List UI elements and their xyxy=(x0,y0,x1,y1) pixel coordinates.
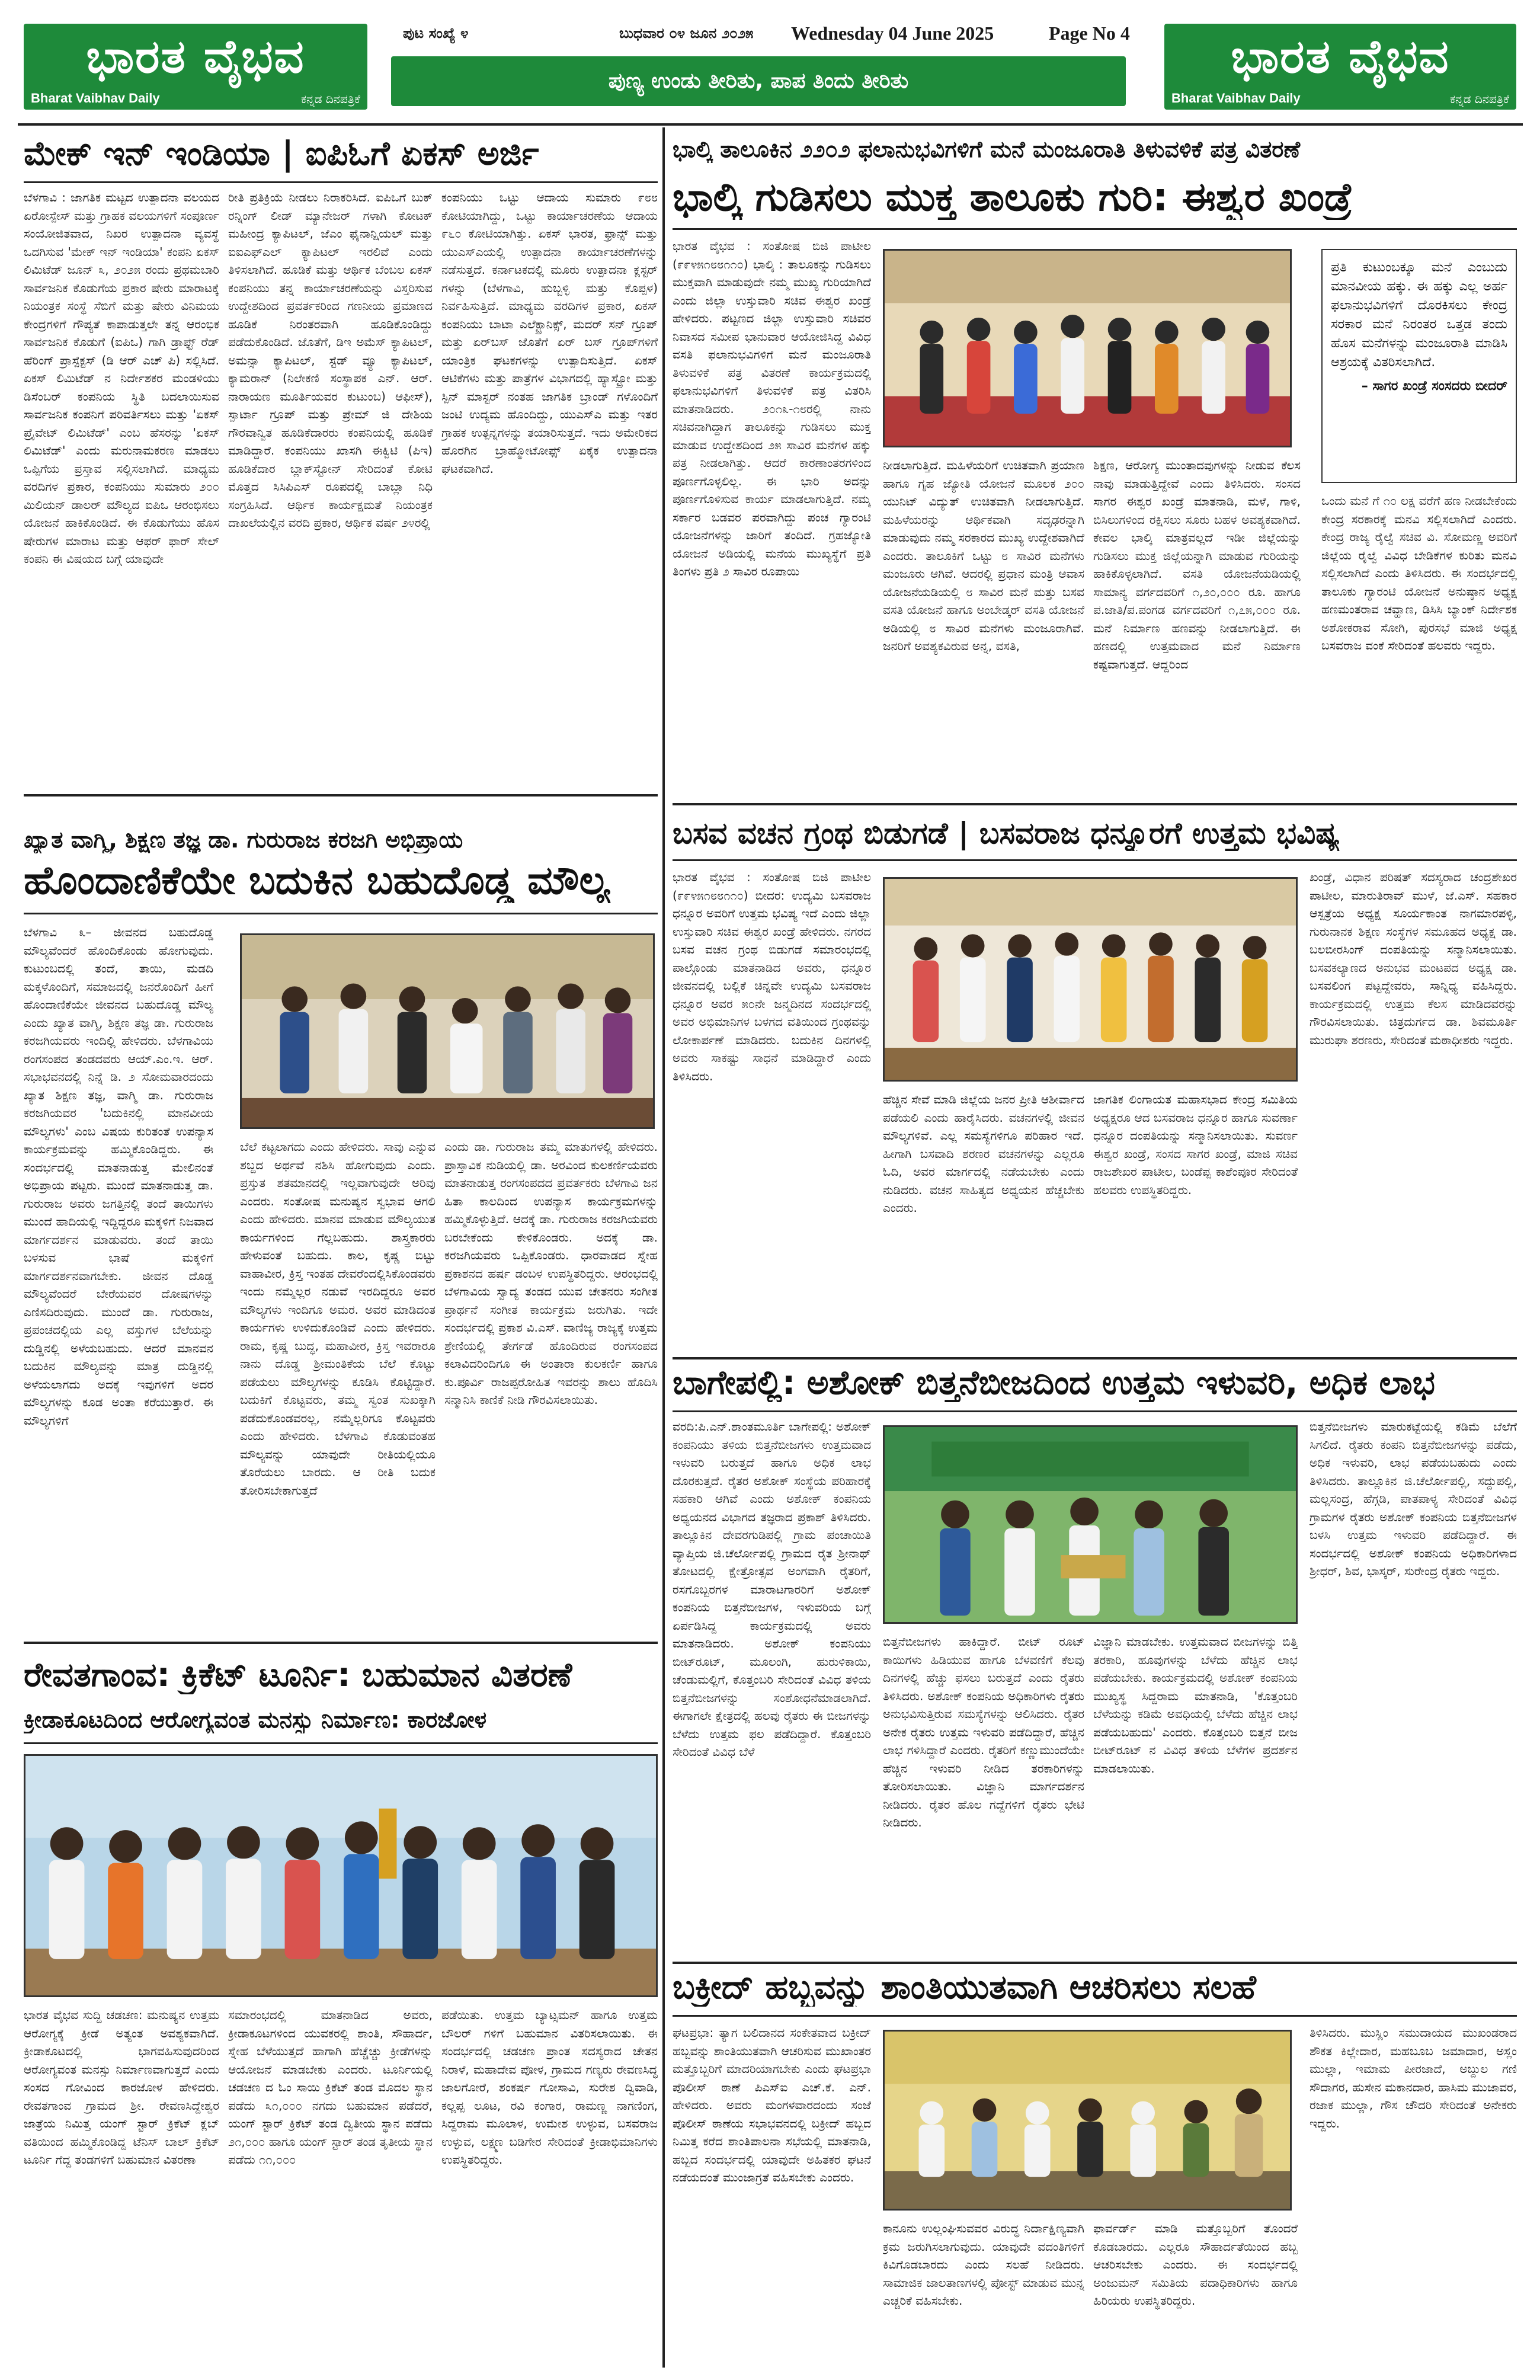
photo-book-release xyxy=(883,877,1298,1082)
masthead-logo-right xyxy=(1164,24,1516,110)
date-kannada: ಬುಧವಾರ ೦೪ ಜೂನ ೨೦೨೫ xyxy=(619,25,754,41)
article-column: ಸಮಾರಂಭದಲ್ಲಿ ಮಾತನಾಡಿದ ಅವರು, ಕ್ರೀಡಾಕೂಟಗಳಿಂದ ಯುವಕರಲ್ಲಿ ಶಾಂತಿ, ಸೌಹಾರ್ದ, ಸ್ನೇಹ ಬೆಳೆಯುತ್ತದೆ ಹಾಗಾಗಿ ಹೆಚ್ಚೆಚ್ಚು ಕ್ರೀಡೆಗಳನ್ನು ಆಯೋಜನೆ ಮಾಡಬೇಕು ಎಂದರು. ಟೂರ್ನಿಯಲ್ಲಿ ಚಡಚಣ ದ ಓಂ ಸಾಯಿ ಕ್ರಿಕೆಟ್ ತಂಡ ಮೊದಲ ಸ್ಥಾನ ಪಡೆದು ೩೧,೦೦೦ ನಗದು ಬಹುಮಾನ ಪಡೆದರೆ, ಯಂಗ್ ಸ್ಟಾರ್ ಕ್ರಿಕೆಟ್ ತಂಡ ದ್ವಿತೀಯ ಸ್ಥಾನ ಪಡೆದು ೨೧,೦೦೦ ಹಾಗೂ ಯಂಗ್ ಸ್ಟಾರ್ ತಂಡ ತೃತೀಯ ಸ್ಥಾನ ಪಡೆದು ೧೧,೦೦೦ xyxy=(228,2008,433,2167)
photo-farmers-field-day xyxy=(883,1425,1298,1624)
article-column: ಭಾರತ ವೈಭವ : ಸಂತೋಷ ಬಿಜಿ ಪಾಟೀಲ (೯೯೪೫೧೮೮೧೧೦) ಬೀದರ: ಉದ್ಯಮಿ ಬಸವರಾಜ ಧನ್ನೂರ ಅವರಿಗೆ ಉತ್ತಮ ಭವಿಷ್ಯ ಇದೆ ಎಂದು ಜಿಲ್ಲಾ ಉಸ್ತುವಾರಿ ಸಚಿವ ಈಶ್ವರ ಖಂಡ್ರೆ ಹೇಳಿದರು. ನಗರದ ಬಸವ ವಚನ ಗ್ರಂಥ ಬಿಡುಗಡೆ ಸಮಾರಂಭದಲ್ಲಿ ಪಾಲ್ಗೊಂಡು ಮಾತನಾಡಿದ ಅವರು, ಧನ್ನೂರ ಜೀವನದಲ್ಲಿ ಬಲ್ಲಿಕೆ ಚಿನ್ನವೇ ಉದ್ಯಮಿ ಬಸವರಾಜ ಧನ್ನೂರ ಅವರ ೫೦ನೇ ಜನ್ಮದಿನದ ಸಂದರ್ಭದಲ್ಲಿ ಅವರ ಅಭಿಮಾನಿಗಳ ಬಳಗದ ವತಿಯಿಂದ ಗ್ರಂಥವನ್ನು ಲೋಕಾರ್ಪಣೆ ಮಾಡಿದರು. ಬದುಕಿನ ದಿನಗಳಲ್ಲಿ ಅವರು ಸಾಕಷ್ಟು ಸಾಧನೆ ಮಾಡಿದ್ದಾರೆ ಎಂದು ತಿಳಿಸಿದರು. xyxy=(673,870,871,1083)
article-column: ಬಿತ್ತನೆಬೀಜಗಳು ಮಾರುಕಟ್ಟೆಯಲ್ಲಿ ಕಡಿಮೆ ಬೆಲೆಗೆ ಸಿಗಲಿದೆ. ರೈತರು ಕಂಪನಿ ಬಿತ್ತನೆಬೀಜಗಳನ್ನು ಪಡೆದು, ಅಧಿಕ ಇಳುವರಿ, ಲಾಭ ಪಡೆಯಬಹುದು ಎಂದು ತಿಳಿಸಿದರು. ತಾಲ್ಲೂಕಿನ ಜಿ.ಚೆರ್ಲೋಪಲ್ಲಿ, ಸದ್ದುಪಲ್ಲಿ, ಮಲ್ಲಸಂದ್ರ, ಹೆಗ್ಗಡಿ, ಪಾತಪಾಳ್ಯ ಸೇರಿದಂತೆ ವಿವಿಧ ಗ್ರಾಮಗಳ ರೈತರು ಅಶೋಕ್ ಕಂಪನಿಯ ಬಿತ್ತನೆಬೀಜಗಳ ಬಳಸಿ ಉತ್ತಮ ಇಳುವರಿ ಪಡೆದಿದ್ದಾರೆ. ಈ ಸಂದರ್ಭದಲ್ಲಿ ಅಶೋಕ್ ಕಂಪನಿಯ ಅಧಿಕಾರಿಗಳಾದ ಶ್ರೀಧರ್, ಶಿವ, ಭಾಸ್ಕರ್, ಸುರೇಂದ್ರ ರೈತರು ಇದ್ದರು. xyxy=(1310,1419,1517,1578)
rule-a5-bottom xyxy=(673,1962,1517,1964)
article-column: ಭಾರತ ವೈಭವ ಸುದ್ದಿ ಚಡಚಣ: ಮನುಷ್ಯನ ಉತ್ತಮ ಆರೋಗ್ಯಕ್ಕೆ ಕ್ರೀಡೆ ಅತ್ಯಂತ ಅವಶ್ಯಕವಾಗಿದೆ. ಕ್ರೀಡಾಕೂಟದಲ್ಲಿ ಭಾಗವಹಿಸುವುದರಿಂದ ಆರೋಗ್ಯವಂತ ಮನಸ್ಸು ನಿರ್ಮಾಣವಾಗುತ್ತದೆ ಎಂದು ಸಂಸದ ಗೋವಿಂದ ಕಾರಜೋಳ ಹೇಳಿದರು. ರೇವತಗಾಂವ ಗ್ರಾಮದ ಶ್ರೀ. ರೇವಣಸಿದ್ದೇಶ್ವರ ಜಾತ್ರೆಯ ನಿಮಿತ್ತ ಯಂಗ್ ಸ್ಟಾರ್ ಕ್ರಿಕೆಟ್ ಕ್ಲಬ್ ವತಿಯಿಂದ ಹಮ್ಮಿಕೊಂಡಿದ್ದ ಟೆನಿಸ್ ಬಾಲ್ ಕ್ರಿಕೆಟ್ ಟೂರ್ನಿ ಗೆದ್ದ ತಂಡಗಳಿಗೆ ಬಹುಮಾನ ವಿತರಣಾ xyxy=(24,2008,219,2167)
article-column: ಬೆಲೆ ಕಟ್ಟಲಾಗದು ಎಂದು ಹೇಳಿದರು. ಸಾವು ಎನ್ನುವ ಶಬ್ದದ ಅರ್ಥವೆ ನಶಿಸಿ ಹೋಗುವುದು ಎಂದು. ಪ್ರಸ್ತುತ ಶತಮಾನದಲ್ಲಿ ಇಲ್ಲವಾಗುವುದೇ ಅರಿವು ಎಂದರು. ಸಂತೋಷ ಮನುಷ್ಯನ ಸ್ವಭಾವ ಆಗಲಿ ಎಂದು ಹೇಳಿದರು. ಮಾನವ ಮಾಡುವ ಮೌಲ್ಯಯುತ ಕಾರ್ಯಗಳಿಂದ ಗೆಲ್ಲಬಹುದು. ಶಾಸ್ತ್ರಕಾರರು ಹೇಳುವಂತೆ ಬಹುದು. ಕಾಲ, ಕೃಷ್ಣ ಬಿಟ್ಟು ವಾಹಾವೀರ, ಕ್ರಿಸ್ತ ಇಂತಹ ದೇವರೆಂದಲ್ಲಿಸಿಕೊಂಡವರು ಇಂದು ನಮ್ಮೆಲ್ಲರ ನಡುವೆ ಇರದಿದ್ದರೂ ಅವರ ಮೌಲ್ಯಗಳು ಇಂದಿಗೂ ಅಮರ. ಅವರ ಮಾಡಿದಂತ ಕಾರ್ಯಗಳು ಉಳಿದುಕೊಂಡಿವೆ ಎಂದು ಹೇಳಿದರು. ರಾಮ, ಕೃಷ್ಣ ಬುದ್ಧ, ಮಹಾವೀರ, ಕ್ರಿಸ್ತ ಇವರಾರೂ ನಾನು ದೊಡ್ಡ ಶ್ರೀಮಂತಿಕೆಯ ಬೆಲೆ ಕೊಟ್ಟು ಪಡೆಯಲು ಮೌಲ್ಯಗಳನ್ನು ಕೂಡಿಸಿ ಕೊಟ್ಟಿದ್ದಾರೆ. ಬದುಕಿಗೆ ಕೊಟ್ಟವರು, ತಮ್ಮ ಸ್ವಂತ ಸುಖಕ್ಕಾಗಿ ಪಡೆದುಕೊಂಡವರಲ್ಲ, ನಮ್ಮೆಲ್ಲರಿಗೂ ಕೊಟ್ಟವರು ಎಂದು ಹೇಳಿದರು. ಬೆಳಗಾವಿ ಕೊಡುವಂತಹ ಮೌಲ್ಯವನ್ನು ಯಾವುದೇ ರೀತಿಯಲ್ಲಿಯೂ ತೊರೆಯಲು ಬಾರದು. ಆ ರೀತಿ ಬದುಕ ತೋರಿಸಬೇಕಾಗುತ್ತದೆ xyxy=(240,1140,436,1498)
logo-title-right: ಭಾರತ ವೈಭವ xyxy=(1231,30,1450,84)
logo-subtitle-kannada-right: ಕನ್ನಡ ದಿನಪತ್ರಿಕೆ xyxy=(1449,92,1509,106)
article-column: ಖಂಡ್ರೆ, ವಿಧಾನ ಪರಿಷತ್ ಸದಸ್ಯರಾದ ಚಂದ್ರಶೇಖರ ಪಾಟೀಲ, ಮಾರುತಿರಾವ್ ಮುಳೆ, ಜೆ.ಎಸ್. ಸಹಕಾರ ಆಸ್ಪತ್ರೆಯ ಅಧ್ಯಕ್ಷ ಸೂರ್ಯಕಾಂತ ನಾಗಮಾರಪಳ್ಳಿ, ಗುರುನಾನಕ ಶಿಕ್ಷಣ ಸಂಸ್ಥೆಗಳ ಸಮೂಹದ ಅಧ್ಯಕ್ಷ ಡಾ. ಬಲಬೀರಸಿಂಗ್ ದಂಪತಿಯನ್ನು ಸನ್ಮಾನಿಸಲಾಯಿತು. ಬಸವಕಲ್ಯಾಣದ ಅನುಭವ ಮಂಟಪದ ಅಧ್ಯಕ್ಷ ಡಾ. ಬಸವಲಿಂಗ ಪಟ್ಟದ್ದೇವರು, ಸಾನ್ನಿಧ್ಯ ವಹಿಸಿದ್ದರು. ಕಾರ್ಯಕ್ರಮದಲ್ಲಿ ಉತ್ತಮ ಕೆಲಸ ಮಾಡಿದವರನ್ನು ಗೌರವಿಸಲಾಯಿತು. ಚಿತ್ರದುರ್ಗದ ಡಾ. ಶಿವಮೂರ್ತಿ ಮುರುಘಾ ಶರಣರು, ಸೇರಿದಂತೆ ಮಠಾಧೀಶರು ಇದ್ದರು. xyxy=(1310,870,1517,1047)
date-english: Wednesday 04 June 2025 xyxy=(791,23,994,44)
field-day-photo-icon xyxy=(885,1427,1296,1622)
article-column: ಭಾರತ ವೈಭವ : ಸಂತೋಷ ಬಿಜಿ ಪಾಟೀಲ (೯೯೪೫೧೮೮೧೧೦) ಭಾಲ್ಕಿ : ತಾಲೂಕನ್ನು ಗುಡಿಸಲು ಮುಕ್ತವಾಗಿ ಮಾಡುವುದೇ ನಮ್ಮ ಮುಖ್ಯ ಗುರಿಯಾಗಿದೆ ಎಂದು ಜಿಲ್ಲಾ ಉಸ್ತುವಾರಿ ಸಚಿವ ಈಶ್ವರ ಖಂಡ್ರೆ ಹೇಳಿದರು. ಪಟ್ಟಣದ ಜಿಲ್ಲಾ ಉಸ್ತುವಾರಿ ಸಚಿವರ ನಿವಾಸದ ಸಮೀಪ ಭಾನುವಾರ ಆಯೋಜಿಸಿದ್ದ ವಿವಿಧ ವಸತಿ ಫಲಾನುಭವಿಗಳಿಗೆ ಮನೆ ಮಂಜೂರಾತಿ ತಿಳುವಳಿಕೆ ಪತ್ರ ವಿತರಣೆ ಕಾರ್ಯಕ್ರಮದಲ್ಲಿ ಫಲಾನುಭವಿಗಳಿಗೆ ತಿಳುವಳಿಕೆ ಪತ್ರ ವಿತರಿಸಿ ಮಾತನಾಡಿದರು. ೨೦೧೩-೧೮ರಲ್ಲಿ ನಾನು ಸಚಿವನಾಗಿದ್ದಾಗ ತಾಲೂಕನ್ನು ಗುಡಿಸಲು ಮುಕ್ತ ಮಾಡುವ ಉದ್ದೇಶದಿಂದ ೨೫ ಸಾವಿರ ಮನೆಗಳ ಹಕ್ಕು ಪತ್ರ ನೀಡಲಾಗಿತ್ತು. ಆದರೆ ಕಾರಣಾಂತರಗಳಿಂದ ಪೂರ್ಣಗೊಳ್ಳಲಿಲ್ಲ. ಈ ಭಾರಿ ಅದನ್ನು ಪೂರ್ಣಗೊಳಿಸುವ ಕಾರ್ಯ ಮಾಡಲಾಗುತ್ತಿದೆ. ನಮ್ಮ ಸರ್ಕಾರ ಬಡವರ ಪರವಾಗಿದ್ದು ಪಂಚ ಗ್ಯಾರಂಟಿ ಯೋಜನೆಗಳನ್ನು ಜಾರಿಗೆ ತಂದಿದೆ. ಗ್ರಹಜ್ಯೋತಿ ಯೋಜನೆ ಅಡಿಯಲ್ಲಿ ಮನೆಯ ಮುಖ್ಯಸ್ಥೆಗೆ ಪ್ರತಿ ತಿಂಗಳು ಪ್ರತಿ ೨ ಸಾವಿರ ರೂಪಾಯಿ xyxy=(673,239,871,578)
masthead-logo-left xyxy=(24,24,367,110)
kicker-bhalki: ಭಾಲ್ಕಿ ತಾಲೂಕಿನ ೨೨೦೨ ಫಲಾನುಭವಿಗಳಿಗೆ ಮನೆ ಮಂಜೂರಾತಿ ತಿಳುವಳಿಕೆ ಪತ್ರ ವಿತರಣೆ xyxy=(673,136,1301,162)
rule-a6 xyxy=(24,1742,658,1744)
page-number-english: Page No 4 xyxy=(1049,23,1130,44)
rule-a4 xyxy=(673,859,1517,861)
meeting-photo-icon xyxy=(885,2032,1290,2209)
article-column: ಶಿಕ್ಷಣ, ಆರೋಗ್ಯ ಮುಂತಾದವುಗಳನ್ನು ನೀಡುವ ಕೆಲಸ ನಾವು ಮಾಡುತ್ತಿದ್ದೇವೆ ಎಂದು ತಿಳಿಸಿದರು. ಸಂಸದ ಸಾಗರ ಈಶ್ವರ ಖಂಡ್ರೆ ಮಾತನಾಡಿ, ಮಳೆ, ಗಾಳಿ, ಬಿಸಿಲುಗಳಿಂದ ರಕ್ಷಿಸಲು ಸೂರು ಬಹಳ ಅವಶ್ಯಕವಾಗಿದೆ. ಕೇವಲ ಭಾಲ್ಕಿ ಮಾತ್ರವಲ್ಲದೆ ಇಡೀ ಜಿಲ್ಲೆಯನ್ನು ಗುಡಿಸಲು ಮುಕ್ತ ಜಿಲ್ಲೆಯನ್ನಾಗಿ ಮಾಡುವ ಗುರಿಯನ್ನು ಹಾಕಿಕೊಳ್ಳಲಾಗಿದೆ. ವಸತಿ ಯೋಜನೆಯಡಿಯಲ್ಲಿ ಸಾಮಾನ್ಯ ವರ್ಗದವರಿಗೆ ೧,೨೦,೦೦೦ ರೂ. ಹಾಗೂ ಪ.ಜಾತಿ/ಪ.ಪಂಗಡ ವರ್ಗದವರಿಗೆ ೧,೭೫,೦೦೦ ರೂ. ಮನೆ ನಿರ್ಮಾಣ ಹಣವನ್ನು ನೀಡಲಾಗುತ್ತಿದೆ. ಈ ಹಣದಲ್ಲಿ ಉತ್ತಮವಾದ ಮನೆ ನಿರ್ಮಾಣ ಕಷ್ಟವಾಗುತ್ತದೆ. ಆದ್ದರಿಂದ xyxy=(1093,458,1301,671)
article-column: ಬೆಳಗಾವಿ ೩– ಜೀವನದ ಬಹುದೊಡ್ಡ ಮೌಲ್ಯವೆಂದರೆ ಹೊಂದಿಕೊಂಡು ಹೋಗುವುದು. ಕುಟುಂಬದಲ್ಲಿ ತಂದೆ, ತಾಯಿ, ಮಡದಿ ಮಕ್ಕಳೊಂದಿಗೆ, ಸಮಾಜದಲ್ಲಿ ಜನರೊಂದಿಗೆ ಹೀಗೆ ಹೊಂದಾಣಿಕೆಯೇ ಜೀವನದ ಬಹುದೊಡ್ಡ ಮೌಲ್ಯ ಎಂದು ಖ್ಯಾತ ವಾಗ್ಮಿ, ಶಿಕ್ಷಣ ತಜ್ಞ ಡಾ. ಗುರುರಾಜ ಕರಜಗಿಯವರು ಇಂದಿಲ್ಲಿ ಹೇಳಿದರು. ಬೆಳಗಾವಿಯ ರಂಗಸಂಪದ ತಂಡದವರು ಆಯ್.ಎಂ.ಇ. ಆರ್. ಸಭಾಭವನದಲ್ಲಿ ನಿನ್ನೆ ಡಿ. ೨ ಸೋಮವಾರದಂದು ಖ್ಯಾತ ಶಿಕ್ಷಣ ತಜ್ಞ, ವಾಗ್ಮಿ ಡಾ. ಗುರುರಾಜ ಕರಜಗಿಯವರ 'ಬದುಕಿನಲ್ಲಿ ಮಾನವೀಯ ಮೌಲ್ಯಗಳು' ಎಂಬ ವಿಷಯ ಕುರಿತಂತೆ ಉಪನ್ಯಾಸ ಕಾರ್ಯಕ್ರಮವನ್ನು ಹಮ್ಮಿಕೊಂಡಿದ್ದರು. ಈ ಸಂದರ್ಭದಲ್ಲಿ ಮಾತನಾಡುತ್ತ ಮೇಲಿನಂತೆ ಅಭಿಪ್ರಾಯ ಪಟ್ಟರು. ಮುಂದೆ ಮಾತನಾಡುತ್ತ ಡಾ. ಗುರುರಾಜ ಅವರು ಜಗತ್ತಿನಲ್ಲಿ ತಂದೆ ತಾಯಿಗಳು ಮುಂದೆ ಹಾದಿಯಲ್ಲಿ ಇದ್ದಿದ್ದರೂ ಮಕ್ಕಳಿಗೆ ನಿಜವಾದ ಮಾರ್ಗದರ್ಶನ ಮಾಡುವರು. ತಂದೆ ತಾಯಿ ಬಳಸುವ ಭಾಷೆ ಮಕ್ಕಳಿಗೆ ಮಾರ್ಗದರ್ಶನವಾಗಬೇಕು. ಜೀವನ ದೊಡ್ಡ ಮೌಲ್ಯವೆಂದರೆ ಬೇರೆಯವರ ದೋಷಗಳನ್ನು ಎಣಿಸದಿರುವುದು. ಮುಂದೆ ಡಾ. ಗುರುರಾಜ, ಪ್ರಪಂಚದಲ್ಲಿಯ ಎಲ್ಲ ವಸ್ತುಗಳ ಬೆಲೆಯನ್ನು ದುಡ್ಡಿನಲ್ಲಿ ಅಳೆಯಬಹುದು. ಆದರೆ ಮಾನವನ ಬದುಕಿನ ಮೌಲ್ಯವನ್ನು ಮಾತ್ರ ದುಡ್ಡಿನಲ್ಲಿ ಅಳೆಯಲಾಗದು ಅದಕ್ಕೆ ಇವುಗಳಿಗೆ ಅದರ ಮೌಲ್ಯಗಳನ್ನು ಕೂಡ ಅಂತಾ ಕರೆಯುತ್ತಾರೆ. ಈ ಮೌಲ್ಯಗಳಿಗೆ xyxy=(24,925,213,1428)
page-column-divider xyxy=(662,127,665,2368)
headline-revatagaon-cricket: ರೇವತಗಾಂವ: ಕ್ರಿಕೆಟ್ ಟೂರ್ನಿ: ಬಹುಮಾನ ವಿತರಣೆ xyxy=(24,1656,572,1694)
rule-a1-bottom xyxy=(24,794,658,796)
photo-cricket-prize-distribution xyxy=(24,1754,658,1997)
rule-a4-bottom xyxy=(673,1357,1517,1359)
photo-peace-meeting xyxy=(883,2030,1292,2211)
article-column: ಒಂದು ಮನೆ ಗೆ ೧೦ ಲಕ್ಷ ವರೆಗೆ ಹಣ ನೀಡಬೇಕೆಂದು ಕೇಂದ್ರ ಸರಕಾರಕ್ಕೆ ಮನವಿ ಸಲ್ಲಿಸಲಾಗಿದೆ ಎಂದರು. ಕೇಂದ್ರ ರಾಜ್ಯ ರೈಲ್ವೆ ಸಚಿವ ವಿ. ಸೋಮಣ್ಣ ಅವರಿಗೆ ಜಿಲ್ಲೆಯ ರೈಲ್ವೆ ವಿವಿಧ ಬೇಡಿಕೆಗಳ ಕುರಿತು ಮನವಿ ಸಲ್ಲಿಸಲಾಗಿದೆ ಎಂದು ತಿಳಿಸಿದರು. ಈ ಸಂದರ್ಭದಲ್ಲಿ ತಾಲೂಕು ಗ್ಯಾರಂಟಿ ಯೋಜನೆ ಅನುಷ್ಠಾನ ಅಧ್ಯಕ್ಷ ಹಣಮಂತರಾವ ಚವ್ಹಾಣ, ಡಿಸಿಸಿ ಬ್ಯಾಂಕ್ ನಿರ್ದೇಶಕ ಅಶೋಕರಾವ ಸೋಗಿ, ಪುರಸಭೆ ಮಾಜಿ ಅಧ್ಯಕ್ಷ ಬಸವರಾಜ ವಂಕೆ ಸೇರಿದಂತೆ ಹಲವರು ಇದ್ದರು. xyxy=(1321,494,1517,652)
article-column: ಬಿತ್ತನೆಬೀಜಗಳು ಹಾಕಿದ್ದಾರೆ. ಬೀಟ್ ರೂಟ್ ಕಾಯಿಗಳು ಹಿಡಿಯುವ ಹಾಗೂ ಬೆಳವಣಿಗೆ ಕೆಲವು ದಿನಗಳಲ್ಲಿ ಹೆಚ್ಚು ಫಸಲು ಬರುತ್ತದೆ ಎಂದು ರೈತರು ತಿಳಿಸಿದರು. ಅಶೋಕ್ ಕಂಪನಿಯ ಅಧಿಕಾರಿಗಳು ರೈತರು ಅನುಭವಿಸುತ್ತಿರುವ ಸಮಸ್ಯೆಗಳನ್ನು ಆಲಿಸಿದರು. ರೈತರ ಅನೇಕ ರೈತರು ಉತ್ತಮ ಇಳುವರಿ ಪಡೆದಿದ್ದಾರೆ, ಹೆಚ್ಚಿನ ಲಾಭ ಗಳಿಸಿದ್ದಾರೆ ಎಂದರು. ರೈತರಿಗೆ ಕಣ್ಣುಮುಂದೆಯೇ ಹೆಚ್ಚಿನ ಇಳುವರಿ ನೀಡಿದ ತರಕಾರಿಗಳನ್ನು ತೋರಿಸಲಾಯಿತು. ವಿಜ್ಞಾನಿ ಮಾರ್ಗದರ್ಶನ ನೀಡಿದರು. ರೈತರ ಹೊಲ ಗದ್ದೆಗಳಿಗೆ ರೈತರು ಭೇಟಿ ನೀಡಿದರು. xyxy=(883,1634,1084,1829)
pull-quote-author: – ಸಾಗರ ಖಂಡ್ರೆ ಸಂಸದರು ಬೀದರ್ xyxy=(1361,379,1507,394)
rule-a3 xyxy=(24,913,658,914)
rule-a5 xyxy=(673,1410,1517,1412)
article-column: ಎಂದು ಡಾ. ಗುರುರಾಜ ತಮ್ಮ ಮಾತುಗಳಲ್ಲಿ ಹೇಳಿದರು. ಪ್ರಾಸ್ತಾವಿಕ ನುಡಿಯಲ್ಲಿ ಡಾ. ಅರವಿಂದ ಕುಲಕರ್ಣಿಯವರು ಮಾತನಾಡುತ್ತ ರಂಗಸಂಪದದ ಪ್ರವರ್ತಕರು ಬೆಳಗಾವಿ ಜನ ಹಿತಾ ಕಾಲದಿಂದ ಉಪನ್ಯಾಸ ಕಾರ್ಯಕ್ರಮಗಳನ್ನು ಹಮ್ಮಿಕೊಳ್ಳುತ್ತಿದೆ. ಆದಕ್ಕೆ ಡಾ. ಗುರುರಾಜ ಕರಜಗಿಯವರು ಬರಬೇಕೆಂದು ಕೇಳಿಕೊಂಡರು. ಅದಕ್ಕೆ ಡಾ. ಕರಜಗಿಯವರು ಒಪ್ಪಿಕೊಂಡರು. ಧಾರವಾಡದ ಸ್ನೇಹ ಪ್ರಕಾಶನದ ಹರ್ಷ ಡಂಬಳ ಉಪಸ್ಥಿತರಿದ್ದರು. ಆರಂಭದಲ್ಲಿ ಬೆಳಗಾವಿಯ ಸ್ವಾದ್ಯ ತಂಡದ ಯುವ ಚೇತನರು ಸಂಗೀತ ಪ್ರಾರ್ಥನೆ ಸಂಗೀತ ಕಾರ್ಯಕ್ರಮ ಜರುಗಿತು. ಇದೇ ಸಂದರ್ಭದಲ್ಲಿ ಪ್ರಕಾಶ ವಿ.ಎಸ್. ವಾಣಿಜ್ಯ ರಾಜ್ಯಕ್ಕೆ ಉತ್ತಮ ಶ್ರೇಣಿಯಲ್ಲಿ ತೇರ್ಗಡೆ ಹೊಂದಿರುವ ರಂಗಸಂಪದ ಕಲಾವಿದರಿಂದಿಗೂ ಈ ಅಂತಾರಾ ಕುಲಕರ್ಣಿ ಹಾಗೂ ಕು.ಪೂರ್ವಿ ರಾಜಪ್ಪರೋಹಿತ ಇವರನ್ನು ಶಾಲು ಹೊದಿಸಿ ಸನ್ಮಾನಿಸಿ ಕಾಣಿಕೆ ನೀಡಿ ಗೌರವಿಸಲಾಯಿತು. xyxy=(444,1140,658,1407)
logo-subtitle-kannada: ಕನ್ನಡ ದಿನಪತ್ರಿಕೆ xyxy=(300,92,360,106)
kicker-karajagi: ಖ್ಯಾತ ವಾಗ್ಮಿ, ಶಿಕ್ಷಣ ತಜ್ಞ ಡಾ. ಗುರುರಾಜ ಕರಜಗಿ ಅಭಿಪ್ರಾಯ xyxy=(24,827,463,853)
photo-house-certificate-distribution xyxy=(883,249,1292,447)
article-column: ನೀಡಲಾಗುತ್ತಿದೆ. ಮಹಿಳೆಯರಿಗೆ ಉಚಿತವಾಗಿ ಪ್ರಯಾಣ ಹಾಗೂ ಗೃಹ ಜ್ಯೋತಿ ಯೋಜನೆ ಮೂಲಕ ೨೦೦ ಯುನಿಟ್ ವಿದ್ಯುತ್ ಉಚಿತವಾಗಿ ನೀಡಲಾಗುತ್ತಿದೆ. ಮಹಿಳೆಯರನ್ನು ಆರ್ಥಿಕವಾಗಿ ಸದೃಢರನ್ನಾಗಿ ಮಾಡುವುದು ನಮ್ಮ ಸರಕಾರದ ಮುಖ್ಯ ಉದ್ದೇಶವಾಗಿದೆ ಎಂದರು. ತಾಲೂಕಿಗೆ ಒಟ್ಟು ೮ ಸಾವಿರ ಮನೆಗಳು ಮಂಜೂರು ಆಗಿವೆ. ಆದರಲ್ಲಿ ಪ್ರಧಾನ ಮಂತ್ರಿ ಆವಾಸ ಯೋಜನೆಯಡಿಯಲ್ಲಿ ೮ ಸಾವಿರ ಮನೆ ಮತ್ತು ಬಸವ ವಸತಿ ಯೋಜನೆ ಹಾಗೂ ಅಂಬೇಡ್ಕರ್ ವಸತಿ ಯೋಜನೆ ಅಡಿಯಲ್ಲಿ ೮ ಸಾವಿರ ಮನೆಗಳು ಮಂಜೂರಾಗಿವೆ. ಜನರಿಗೆ ಅವಶ್ಯಕವಿರುವ ಅನ್ನ, ವಸತಿ, xyxy=(883,458,1084,653)
cricket-photo-icon xyxy=(25,1756,656,1995)
book-release-photo-icon xyxy=(885,879,1296,1080)
rule-a3-bottom xyxy=(24,1642,658,1644)
article-column: ಜಾಗತಿಕ ಲಿಂಗಾಯತ ಮಹಾಸಭಾದ ಕೇಂದ್ರ ಸಮಿತಿಯ ಅಧ್ಯಕ್ಷರೂ ಆದ ಬಸವರಾಜ ಧನ್ನೂರ ಹಾಗೂ ಸುವರ್ಣಾ ಧನ್ನೂರ ದಂಪತಿಯನ್ನು ಸನ್ಮಾನಿಸಲಾಯಿತು. ಸುವರ್ಣ ಈಶ್ವರ ಖಂಡ್ರೆ, ಸಂಸದ ಸಾಗರ ಖಂಡ್ರೆ, ಮಾಜಿ ಸಚಿವ ರಾಜಶೇಖರ ಪಾಟೀಲ, ಬಂಡೆಪ್ಪ ಕಾಶೆಂಪೂರ ಸೇರಿದಂತೆ ಹಲವರು ಉಪಸ್ಥಿತರಿದ್ದರು. xyxy=(1093,1092,1298,1197)
subheadline-karajola: ಕ್ರೀಡಾಕೂಟದಿಂದ ಆರೋಗ್ಯವಂತ ಮನಸ್ಸು ನಿರ್ಮಾಣ: ಕಾರಜೋಳ xyxy=(24,1707,487,1733)
headline-basava-vachana: ಬಸವ ವಚನ ಗ್ರಂಥ ಬಿಡುಗಡೆ | ಬಸವರಾಜ ಧನ್ನೂರಗೆ ಉತ್ತಮ ಭವಿಷ್ಯ xyxy=(673,817,1340,850)
pull-quote-box xyxy=(1321,249,1517,483)
article-column: ತಿಳಿಸಿದರು. ಮುಸ್ಲಿಂ ಸಮುದಾಯದ ಮುಖಂಡರಾದ ಶೌಕತ ಕಿಲ್ಲೇದಾರ, ಮಹಬೂಬ ಜಮಾದಾರ, ಅಸ್ಲಂ ಮುಲ್ಲಾ, ಇಮಾಮ ಪೀರಜಾದೆ, ಅಬ್ದುಲ ಗಣಿ ಸೌದಾಗರ, ಹುಸೇನ ಮಕಾನದಾರ, ಹಾಸಿಮ ಮುಜಾವರ, ರಜಾಕ ಮುಲ್ಲಾ, ಗೌಸ ಚೌದರಿ ಸೇರಿದಂತೆ ಅನೇಕರು ಇದ್ದರು. xyxy=(1310,2026,1517,2131)
logo-subtitle-english-right: Bharat Vaibhav Daily xyxy=(1171,91,1301,105)
photo-karajagi-lecture xyxy=(240,933,655,1129)
headline-make-in-india: ಮೇಕ್ ಇನ್ ಇಂಡಿಯಾ | ಐಪಿಓಗೆ ಏಕಸ್ ಅರ್ಜಿ xyxy=(24,135,539,173)
event-photo-icon xyxy=(885,251,1290,446)
masthead-divider xyxy=(18,123,1523,126)
headline-bagepalli: ಬಾಗೇಪಲ್ಲಿ: ಅಶೋಕ್ ಬಿತ್ತನೆಬೀಜದಿಂದ ಉತ್ತಮ ಇಳುವರಿ, ಅಧಿಕ ಲಾಭ xyxy=(673,1364,1435,1402)
article-column: ರೀತಿ ಪ್ರತಿಕ್ರಿಯೆ ನೀಡಲು ನಿರಾಕರಿಸಿದೆ. ಐಪಿಒಗೆ ಬುಕ್ ರನ್ನಿಂಗ್ ಲೀಡ್ ಮ್ಯಾನೇಜರ್ ಗಳಾಗಿ ಕೋಟಕ್ ಮಹೀಂದ್ರ ಕ್ಯಾಪಿಟಲ್, ಜೆಎಂ ಫೈನಾನ್ಷಿಯಲ್ ಮತ್ತು ಐಐಎಫ್ಎಲ್ ಕ್ಯಾಪಿಟಲ್ ಇರಲಿವೆ ಎಂದು ತಿಳಿಸಲಾಗಿದೆ. ಹೂಡಿಕೆ ಮತ್ತು ಆರ್ಥಿಕ ಬೆಂಬಲ ಏಕಸ್ ಕಂಪನಿಯು ತನ್ನ ಕಾರ್ಯಾಚರಣೆಯನ್ನು ವಿಸ್ತರಿಸುವ ಉದ್ದೇಶದಿಂದ ಪ್ರವರ್ತಕರಿಂದ ಗಣನೀಯ ಪ್ರಮಾಣದ ಹೂಡಿಕೆ ನಿರಂತರವಾಗಿ ಹೂಡಿಕೊಂಡಿದ್ದು ಪಡೆದುಕೊಂಡಿದೆ. ಜೊತೆಗೆ, ಡಿಇ ಅಮೆಸ್ ಕ್ಯಾಪಿಟಲ್, ಅಮನ್ಸಾ ಕ್ಯಾಪಿಟಲ್, ಸ್ಟೆಡ್ ವ್ಯೂ ಕ್ಯಾಪಿಟಲ್, ಕ್ಯಾಮರಾನ್ (ನಿಲೇಕಣಿ ಸಂಸ್ಥಾಪಕ ಎನ್. ಆರ್. ನಾರಾಯಣ ಮೂರ್ತಿಯವರ ಕುಟುಂಬ) ಆಫೀಸ್), ಸ್ಪಾರ್ಟಾ ಗ್ರೂಪ್ ಮತ್ತು ಪ್ರೇಮ್ ಜಿ ದೇಶಿಯ ಗೌರವಾನ್ವಿತ ಹೂಡಿಕೆದಾರರು ಕಂಪನಿಯಲ್ಲಿ ಹೂಡಿಕೆ ಮಾಡಿದ್ದಾರೆ. ಕಂಪನಿಯು ಖಾಸಗಿ ಈಕ್ವಿಟಿ (ಪಿಇ) ಹೂಡಿಕೆದಾರ ಬ್ಲಾಕ್‌ಸ್ಟೋನ್ ಸೇರಿದಂತೆ ಕೋಟಿ ಮೊತ್ತದ ಸಿಸಿಪಿಎಸ್ ರೂಪದಲ್ಲಿ ಬಾಬ್ಲಾ ನಿಧಿ ಸಂಗ್ರಹಿಸಿದೆ. ಆರ್ಥಿಕ ಕಾರ್ಯಕ್ಷಮತೆ ನಿಯಂತ್ರಕ ದಾಖಲೆಯಲ್ಲಿನ ವರದಿ ಪ್ರಕಾರ, ಆರ್ಥಿಕ ವರ್ಷ ೨೪ರಲ್ಲಿ xyxy=(228,190,433,530)
logo-title: ಭಾರತ ವೈಭವ xyxy=(86,30,305,84)
article-column: ಫಾರ್ವರ್ಡ್ ಮಾಡಿ ಮತ್ತೊಬ್ಬರಿಗೆ ತೊಂದರೆ ಕೊಡಬಾರದು. ಎಲ್ಲರೂ ಸೌಹಾರ್ದತೆಯಿಂದ ಹಬ್ಬ ಆಚರಿಸಬೇಕು ಎಂದರು. ಈ ಸಂದರ್ಭದಲ್ಲಿ ಅಂಜುಮನ್ ಸಮಿತಿಯ ಪದಾಧಿಕಾರಿಗಳು ಹಾಗೂ ಹಿರಿಯರು ಉಪಸ್ಥಿತರಿದ್ದರು. xyxy=(1093,2221,1298,2308)
page-number-kannada: ಪುಟ ಸಂಖ್ಯೆ ೪ xyxy=(403,25,469,41)
article-column: ವರದಿ:ಪಿ.ಎನ್.ಶಾಂತಮೂರ್ತಿ ಬಾಗೇಪಲ್ಲಿ: ಅಶೋಕ್ ಕಂಪನಿಯು ತಳಿಯ ಬಿತ್ತನೆಬೀಜಗಳು ಉತ್ತಮವಾದ ಇಳುವರಿ ಬರುತ್ತದೆ ಹಾಗೂ ಅಧಿಕ ಲಾಭ ದೊರಕುತ್ತದೆ. ರೈತರ ಅಶೋಕ್ ಸಂಸ್ಥೆಯ ಪರಿಹಾರಕ್ಕೆ ಸಹಕಾರಿ ಆಗಿವೆ ಎಂದು ಅಶೋಕ್ ಕಂಪನಿಯ ಅಧ್ಯಯನದ ವಿಭಾಗದ ತಜ್ಞರಾದ ಪ್ರಕಾಶ್ ತಿಳಿಸಿದರು. ತಾಲ್ಲೂಕಿನ ದೇವರಗುಡಿಪಲ್ಲಿ ಗ್ರಾಮ ಪಂಚಾಯಿತಿ ವ್ಯಾಪ್ತಿಯ ಜಿ.ಚೆರ್ಲೋಪಲ್ಲಿ ಗ್ರಾಮದ ರೈತ ಶ್ರೀನಾಥ್ ತೋಟದಲ್ಲಿ ಕ್ಷೇತ್ರೋತ್ಸವ ಅಂಗವಾಗಿ ರೈತರಿಗೆ, ರಸಗೊಬ್ಬರಗಳ ಮಾರಾಟಗಾರರಿಗೆ ಅಶೋಕ್ ಕಂಪನಿಯ ಬಿತ್ತನೆಬೀಜಗಳ, ಇಳುವರಿಯ ಬಗ್ಗೆ ಏರ್ಪಡಿಸಿದ್ದ ಕಾರ್ಯಕ್ರಮದಲ್ಲಿ ಅವರು ಮಾತನಾಡಿದರು. ಅಶೋಕ್ ಕಂಪನಿಯು ಬೀಟ್‌ರೂಟ್, ಮೂಲಂಗಿ, ಹುರುಳಿಕಾಯಿ, ಚೆಂಡುಮಲ್ಲಿಗೆ, ಕೊತ್ತಂಬರಿ ಸೇರಿದಂತೆ ವಿವಿಧ ತಳಿಯ ಬಿತ್ತನೆಬೀಜಗಳನ್ನು ಸಂಶೋಧನೆಮಾಡಲಾಗಿದೆ. ಈಗಾಗಲೇ ಕ್ಷೇತ್ರದಲ್ಲಿ ಹಲವು ರೈತರು ಈ ಬೀಜಗಳನ್ನು ಬೆಳೆದು ಉತ್ತಮ ಫಲ ಪಡೆದಿದ್ದಾರೆ. ಕೊತ್ತಂಬರಿ ಸೇರಿದಂತೆ ವಿವಿಧ ಬೆಳೆ xyxy=(673,1419,871,1759)
article-column: ಪಡೆಯಿತು. ಉತ್ತಮ ಬ್ಯಾಟ್ಸಮನ್ ಹಾಗೂ ಉತ್ತಮ ಬೌಲರ್ ಗಳಿಗೆ ಬಹುಮಾನ ವಿತರಿಸಲಾಯಿತು. ಈ ಸಂದರ್ಭದಲ್ಲಿ ಚಡಚಣ ಪ್ರಾಂತ ಸದಸ್ಯರಾದ ಚೇತನ ನಿರಾಳೆ, ಮಹಾದೇವ ಪೋಳ, ಗ್ರಾಮದ ಗಣ್ಯರು ರೇವಣಸಿದ್ಧ ಜಾಲಗೋರೆ, ಶಂಕರ್ಷ ಗೋಸಾವಿ, ಸುರೇಶ ದ್ವಿವಾಡಿ, ಕಲ್ಲಪ್ಪ ಲೂಟ, ರವಿ ಕಂಗಾರ, ರಾಮಣ್ಣ ನಾಗಣಿಂಗ, ಸಿದ್ದರಾಮ ಮೂಲಾಳ, ಉಮೇಶ ಉಳ್ಳುವ, ಬಸವರಾಜ ಉಳ್ಳುವ, ಲಕ್ಷ್ಮಣ ಬಡಿಗೇರ ಸೇರಿದಂತೆ ಕ್ರೀಡಾಭಿಮಾನಿಗಳು ಉಪಸ್ಥಿತರಿದ್ದರು. xyxy=(441,2008,658,2167)
tagline-banner: ಪುಣ್ಯ ಉಂಡು ತೀರಿತು, ಪಾಪ ತಿಂದು ತೀರಿತು xyxy=(391,56,1126,106)
headline-bhalki: ಭಾಲ್ಕಿ ಗುಡಿಸಲು ಮುಕ್ತ ತಾಲೂಕು ಗುರಿ: ಈಶ್ವರ ಖಂಡ್ರೆ xyxy=(673,175,1353,220)
rule-a2 xyxy=(673,228,1517,230)
headline-bakrid: ಬಕ್ರೀದ್ ಹಬ್ಬವನ್ನು ಶಾಂತಿಯುತವಾಗಿ ಆಚರಿಸಲು ಸಲಹೆ xyxy=(673,1969,1256,2007)
article-column: ಬೆಳಗಾವಿ : ಜಾಗತಿಕ ಮಟ್ಟದ ಉತ್ಪಾದನಾ ವಲಯದ ಏರೋಸ್ಪೇಸ್ ಮತ್ತು ಗ್ರಾಹಕ ವಲಯಗಳಿಗೆ ಸಂಪೂರ್ಣ ಸಂಯೋಜಿತವಾದ, ನಿಖರ ಉತ್ಪಾದನಾ ವ್ಯವಸ್ಥೆ ಒದಗಿಸುವ 'ಮೇಕ್ ಇನ್ ಇಂಡಿಯಾ' ಕಂಪನಿ ಏಕಸ್ ಲಿಮಿಟೆಡ್ ಜೂನ್ ೩, ೨೦೨೫ ರಂದು ಪ್ರಥಮಬಾರಿ ಸಾರ್ವಜನಿಕ ಕೊಡುಗೆಯ ಪ್ರಕಾರ ಷೇರು ಮಾರಾಟಕ್ಕೆ ನಿಯಂತ್ರಕ ಸಂಸ್ಥೆ ಸೆಬಿಗೆ ಮತ್ತು ಷೇರು ವಿನಿಮಯ ಕೇಂದ್ರಗಳಿಗೆ ಗೌಪ್ಯತೆ ಕಾಪಾಡುತ್ತಲೇ ತನ್ನ ಆರಂಭಿಕ ಸಾರ್ವಜನಿಕ ಕೊಡುಗೆ (ಐಪಿಒ) ಗಾಗಿ ಡ್ರಾಫ್ಟ್ ರೆಡ್ ಹೆರಿಂಗ್ ಪ್ರಾಸ್ಪೆಕ್ಟಸ್ (ಡಿ ಆರ್ ಎಚ್ ಪಿ) ಸಲ್ಲಿಸಿದೆ. ಏಕಸ್ ಲಿಮಿಟೆಡ್ ನ ನಿರ್ದೇಶಕರ ಮಂಡಳಿಯು ಡಿಸೆಂಬರ್ ಕಂಪನಿಯ ಸ್ಥಿತಿ ಬದಲಾಯಿಸುವ ಸಾರ್ವಜನಿಕ ಕಂಪನಿಗೆ ಪರಿವರ್ತಿಸಲು ಮತ್ತು 'ಏಕಸ್ ಪ್ರೈವೇಟ್ ಲಿಮಿಟೆಡ್' ಎಂಬ ಹೆಸರನ್ನು 'ಏಕಸ್ ಲಿಮಿಟೆಡ್' ಎಂದು ಮರುನಾಮಕರಣ ಮಾಡಲು ಒಪ್ಪಿಗೆಯ ಪ್ರಸ್ತಾವ ಸಲ್ಲಿಸಲಾಗಿದೆ. ಮಾಧ್ಯಮ ವರದಿಗಳ ಪ್ರಕಾರ, ಕಂಪನಿಯು ಸುಮಾರು ೨೦೦ ಮಿಲಿಯನ್ ಡಾಲರ್ ಮೌಲ್ಯದ ಐಪಿಒ ಆರಂಭಿಸಲು ಯೋಜನೆ ಹಾಕಿಕೊಂಡಿದೆ. ಈ ಕೊಡುಗೆಯು ಹೊಸ ಷೇರುಗಳ ಮಾರಾಟ ಮತ್ತು ಆಫರ್ ಫಾರ್ ಸೇಲ್ ಕಂಪನಿ ಈ ವಿಷಯದ ಬಗ್ಗೆ ಯಾವುದೇ xyxy=(24,190,219,566)
article-column: ಘಟಪ್ರಭಾ: ತ್ಯಾಗ ಬಲಿದಾನದ ಸಂಕೇತವಾದ ಬಕ್ರೀದ್ ಹಬ್ಬವನ್ನು ಶಾಂತಿಯುತವಾಗಿ ಆಚರಿಸುವ ಮುಖಾಂತರ ಮತ್ತೊಬ್ಬರಿಗೆ ಮಾದರಿಯಾಗಬೇಕು ಎಂದು ಘಟಪ್ರಭಾ ಪೊಲೀಸ್ ಠಾಣೆ ಪಿಎಸ್ಐ ಎಚ್.ಕೆ. ಎನ್. ಹೇಳಿದರು. ಅವರು ಮಂಗಳವಾರದಂದು ಸಂಜೆ ಪೊಲೀಸ್ ಠಾಣೆಯ ಸಭಾಭವನದಲ್ಲಿ ಬಕ್ರೀದ್ ಹಬ್ಬದ ನಿಮಿತ್ತ ಕರೆದ ಶಾಂತಿಪಾಲನಾ ಸಭೆಯಲ್ಲಿ ಮಾತನಾಡಿ, ಹಬ್ಬದ ಸಂದರ್ಭದಲ್ಲಿ ಯಾವುದೇ ಅಹಿತಕರ ಘಟನೆ ನಡೆಯದಂತೆ ಮುಂಜಾಗ್ರತೆ ವಹಿಸಬೇಕು ಎಂದರು. xyxy=(673,2026,871,2184)
rule-a2-bottom xyxy=(673,803,1517,805)
rule-a1 xyxy=(24,181,658,183)
headline-karajagi: ಹೊಂದಾಣಿಕೆಯೇ ಬದುಕಿನ ಬಹುದೊಡ್ಡ ಮೌಲ್ಯ xyxy=(24,858,610,903)
article-column: ಕಾನೂನು ಉಲ್ಲಂಘಿಸುವವರ ವಿರುದ್ಧ ನಿರ್ದಾಕ್ಷಿಣ್ಯವಾಗಿ ಕ್ರಮ ಜರುಗಿಸಲಾಗುವುದು. ಯಾವುದೇ ವದಂತಿಗಳಿಗೆ ಕಿವಿಗೊಡಬಾರದು ಎಂದು ಸಲಹೆ ನೀಡಿದರು. ಸಾಮಾಜಿಕ ಜಾಲತಾಣಗಳಲ್ಲಿ ಪೋಸ್ಟ್ ಮಾಡುವ ಮುನ್ನ ಎಚ್ಚರಿಕೆ ವಹಿಸಬೇಕು. xyxy=(883,2221,1084,2308)
lecture-photo-icon xyxy=(242,935,653,1127)
logo-subtitle-english: Bharat Vaibhav Daily xyxy=(31,91,160,105)
pull-quote-text: ಪ್ರತಿ ಕುಟುಂಬಕ್ಕೂ ಮನೆ ಎಂಬುದು ಮಾನವೀಯ ಹಕ್ಕು. ಈ ಹಕ್ಕು ಎಲ್ಲ ಅರ್ಹ ಫಲಾನುಭವಿಗಳಿಗೆ ದೊರಕಿಸಲು ಕೇಂದ್ರ ಸರಕಾರ ಮನೆ ನಿರಂತರ ಒತ್ತಡ ತಂದು ಹೊಸ ಮನೆಗಳನ್ನು ಮಂಜೂರಾತಿ ಮಾಡಿಸಿ ಆಶ್ರಯಕ್ಕೆ ವಿತರಿಸಲಾಗಿದೆ. xyxy=(1331,260,1507,370)
article-column: ಹೆಚ್ಚಿನ ಸೇವೆ ಮಾಡಿ ಜಿಲ್ಲೆಯ ಜನರ ಪ್ರೀತಿ ಆಶೀರ್ವಾದ ಪಡೆಯಲಿ ಎಂದು ಹಾರೈಸಿದರು. ವಚನಗಳಲ್ಲಿ ಜೀವನ ಮೌಲ್ಯಗಳಿವೆ. ಎಲ್ಲ ಸಮಸ್ಯೆಗಳಿಗೂ ಪರಿಹಾರ ಇದೆ. ಹೀಗಾಗಿ ಬಸವಾದಿ ಶರಣರ ವಚನಗಳನ್ನು ಎಲ್ಲರೂ ಓದಿ, ಅವರ ಮಾರ್ಗದಲ್ಲಿ ನಡೆಯಬೇಕು ಎಂದು ನುಡಿದರು. ವಚನ ಸಾಹಿತ್ಯದ ಅಧ್ಯಯನ ಹೆಚ್ಚಬೇಕು ಎಂದರು. xyxy=(883,1092,1084,1215)
article-column: ವಿಜ್ಞಾನಿ ಮಾಡಬೇಕು. ಉತ್ತಮವಾದ ಬೀಜಗಳನ್ನು ಬಿತ್ತಿ ತರಕಾರಿ, ಹೂವುಗಳನ್ನು ಬೆಳೆದು ಹೆಚ್ಚಿನ ಲಾಭ ಪಡೆಯಬೇಕು. ಕಾರ್ಯಕ್ರಮದಲ್ಲಿ ಅಶೋಕ್ ಕಂಪನಿಯ ಮುಖ್ಯಸ್ಥ ಸಿದ್ದರಾಮ ಮಾತನಾಡಿ, 'ಕೊತ್ತಂಬರಿ ಬೆಳೆಯನ್ನು ಕಡಿಮೆ ಅವಧಿಯಲ್ಲಿ ಬೆಳೆದು ಹೆಚ್ಚಿನ ಲಾಭ ಪಡೆಯಬಹುದು' ಎಂದರು. ಕೊತ್ತಂಬರಿ ಬಿತ್ತನೆ ಬೀಜ ಬೀಟ್‌ರೂಟ್ ನ ವಿವಿಧ ತಳಿಯ ಬೆಳೆಗಳ ಪ್ರದರ್ಶನ ಮಾಡಲಾಯಿತು. xyxy=(1093,1634,1298,1776)
article-column: ಕಂಪನಿಯು ಒಟ್ಟು ಆದಾಯ ಸುಮಾರು ೯೮೮ ಕೋಟಿಯಾಗಿದ್ದು, ಒಟ್ಟು ಕಾರ್ಯಾಚರಣೆಯ ಆದಾಯ ೯೬೦ ಕೋಟಿಯಾಗಿತ್ತು. ಏಕಸ್ ಭಾರತ, ಫ್ರಾನ್ಸ್ ಮತ್ತು ಯುಎಸ್‌ಎಯಲ್ಲಿ ಉತ್ಪಾದನಾ ಕಾರ್ಯಾಚರಣೆಗಳನ್ನು ನಡೆಸುತ್ತದೆ. ಕರ್ನಾಟಕದಲ್ಲಿ ಮೂರು ಉತ್ಪಾದನಾ ಕ್ಲಸ್ಟರ್ ಗಳನ್ನು (ಬೆಳಗಾವಿ, ಹುಬ್ಬಳ್ಳಿ ಮತ್ತು ಕೊಪ್ಪಳ) ನಿರ್ವಹಿಸುತ್ತಿದೆ. ಮಾಧ್ಯಮ ವರದಿಗಳ ಪ್ರಕಾರ, ಏಕಸ್ ಕಂಪನಿಯು ಬಾಟಾ ಎಲೆಕ್ಟ್ರಾನಿಕ್ಸ್, ಮದರ್ ಸನ್ ಗ್ರೂಪ್ ಮತ್ತು ಏರ್‌ಬಸ್ ಜೊತೆಗೆ ಏರ್ ಬಸ್ ಗ್ರೂಪ್‌ಗಳಿಗೆ ಯಾಂತ್ರಿಕ ಘಟಕಗಳನ್ನು ಉತ್ಪಾದಿಸುತ್ತಿದೆ. ಏಕಸ್ ಆಟಿಕೆಗಳು ಮತ್ತು ಪಾತ್ರೆಗಳ ವಿಭಾಗದಲ್ಲಿ ಹ್ಯಾಸ್ಟ್ರೋ ಮತ್ತು ಸ್ಪಿನ್ ಮಾಸ್ಟರ್ ನಂತಹ ಜಾಗತಿಕ ಬ್ರಾಂಡ್ ಗಳೊಂದಿಗೆ ಜಂಟಿ ಉದ್ಯಮ ಹೊಂದಿದ್ದು, ಯುಎಸ್ಎ ಮತ್ತು ಇತರ ಗ್ರಾಹಕ ಉತ್ಪನ್ನಗಳನ್ನು ತಯಾರಿಸುತ್ತದೆ. ಇದು ಅಮೇರಿಕದ ಹೊರಗಿನ ಬ್ರಾಹ್ಮೋಟೋಫ್ಸ್ ಏಕೈಕ ಉತ್ಪಾದನಾ ಘಟಕವಾಗಿದೆ. xyxy=(441,190,658,476)
rule-a7 xyxy=(673,2015,1517,2017)
